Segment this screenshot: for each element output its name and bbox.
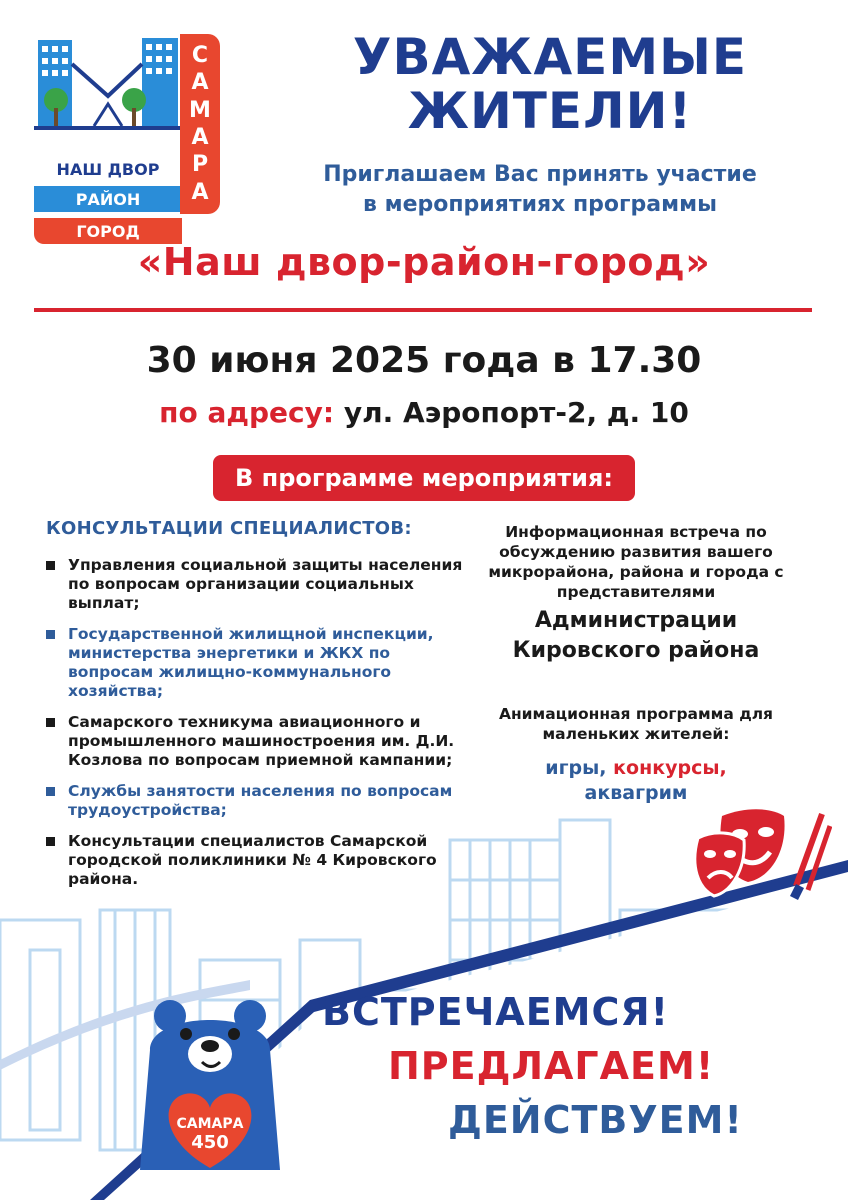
page-title xyxy=(300,30,800,138)
list-item-text: Государственной жилищной инспекции, министерства энергетики и ЖКХ по вопросам жилищно-коммунального хозяйства; xyxy=(68,625,434,700)
bullet-icon xyxy=(46,787,55,796)
admin-line-1: Администрации xyxy=(534,608,738,633)
subtitle-line-1: Приглашаем Вас принять участие xyxy=(323,162,757,187)
list-item-text: Самарского техникума авиационного и промышленного машиностроения им. Д.И. Козлова по вопросам приемной кампании; xyxy=(68,713,455,769)
address-value: ул. Аэропорт-2, д. 10 xyxy=(343,396,689,429)
slogan-act: ДЕЙСТВУЕМ! xyxy=(448,1098,743,1142)
administration-name xyxy=(480,606,792,666)
activity-facepaint: аквагрим xyxy=(584,782,688,804)
list-item-text: Управления социальной защиты населения по вопросам организации социальных выплат; xyxy=(68,556,463,612)
paintbrush-icon xyxy=(790,814,830,900)
theatre-masks xyxy=(695,809,785,896)
list-item xyxy=(44,713,464,770)
logo-vertical-city-name xyxy=(180,34,220,214)
list-item xyxy=(44,625,464,701)
address-label: по адресу: xyxy=(159,396,335,429)
list-item xyxy=(44,556,464,613)
logo-letter: А xyxy=(191,179,209,205)
logo-label-district: РАЙОН xyxy=(34,186,182,212)
event-address xyxy=(0,396,848,429)
activity-games: игры, xyxy=(545,757,607,779)
bullet-icon xyxy=(46,630,55,639)
title-line-1: УВАЖАЕМЫЕ xyxy=(352,28,748,86)
list-item-text: Консультации специалистов Самарской городской поликлиники № 4 Кировского района. xyxy=(68,832,437,888)
logo-courtyard-illustration xyxy=(34,34,182,130)
animation-program-text: Анимационная программа для маленьких жителей: xyxy=(498,705,774,743)
bullet-icon xyxy=(46,718,55,727)
header-divider xyxy=(34,308,812,312)
logo-letter: А xyxy=(191,125,209,151)
theatre-masks-icon xyxy=(692,796,832,906)
logo-letter: М xyxy=(189,97,211,123)
info-meeting-text: Информационная встреча по обсуждению развития вашего микрорайона, района и города с представителями xyxy=(488,523,784,601)
slogan-meet: ВСТРЕЧАЕМСЯ! xyxy=(322,990,669,1034)
activity-contests: конкурсы, xyxy=(613,757,727,779)
list-item-text: Службы занятости населения по вопросам трудоустройства; xyxy=(68,782,453,819)
program-name: «Наш двор-район-город» xyxy=(137,240,711,284)
subtitle-line-2: в мероприятиях программы xyxy=(363,192,717,217)
consultations-heading: КОНСУЛЬТАЦИИ СПЕЦИАЛИСТОВ: xyxy=(46,518,412,539)
bullet-icon xyxy=(46,561,55,570)
title-line-2: ЖИТЕЛИ! xyxy=(407,82,693,140)
heart-label-anniversary: 450 xyxy=(191,1132,229,1153)
invitation-subtitle xyxy=(270,160,810,220)
event-date-time: 30 июня 2025 года в 17.30 xyxy=(146,340,702,381)
bear-mascot-icon xyxy=(130,990,290,1170)
slogan-propose: ПРЕДЛАГАЕМ! xyxy=(388,1044,715,1088)
logo-letter: Р xyxy=(191,152,209,178)
program-badge: В программе мероприятия: xyxy=(213,455,635,501)
program-logo xyxy=(34,34,220,241)
admin-line-2: Кировского района xyxy=(512,638,760,663)
heart-label-city: САМАРА xyxy=(176,1116,244,1132)
logo-letter: С xyxy=(191,43,209,69)
logo-letter: А xyxy=(191,70,209,96)
logo-label-city: ГОРОД xyxy=(34,218,182,244)
logo-label-yard: НАШ ДВОР xyxy=(34,156,182,182)
